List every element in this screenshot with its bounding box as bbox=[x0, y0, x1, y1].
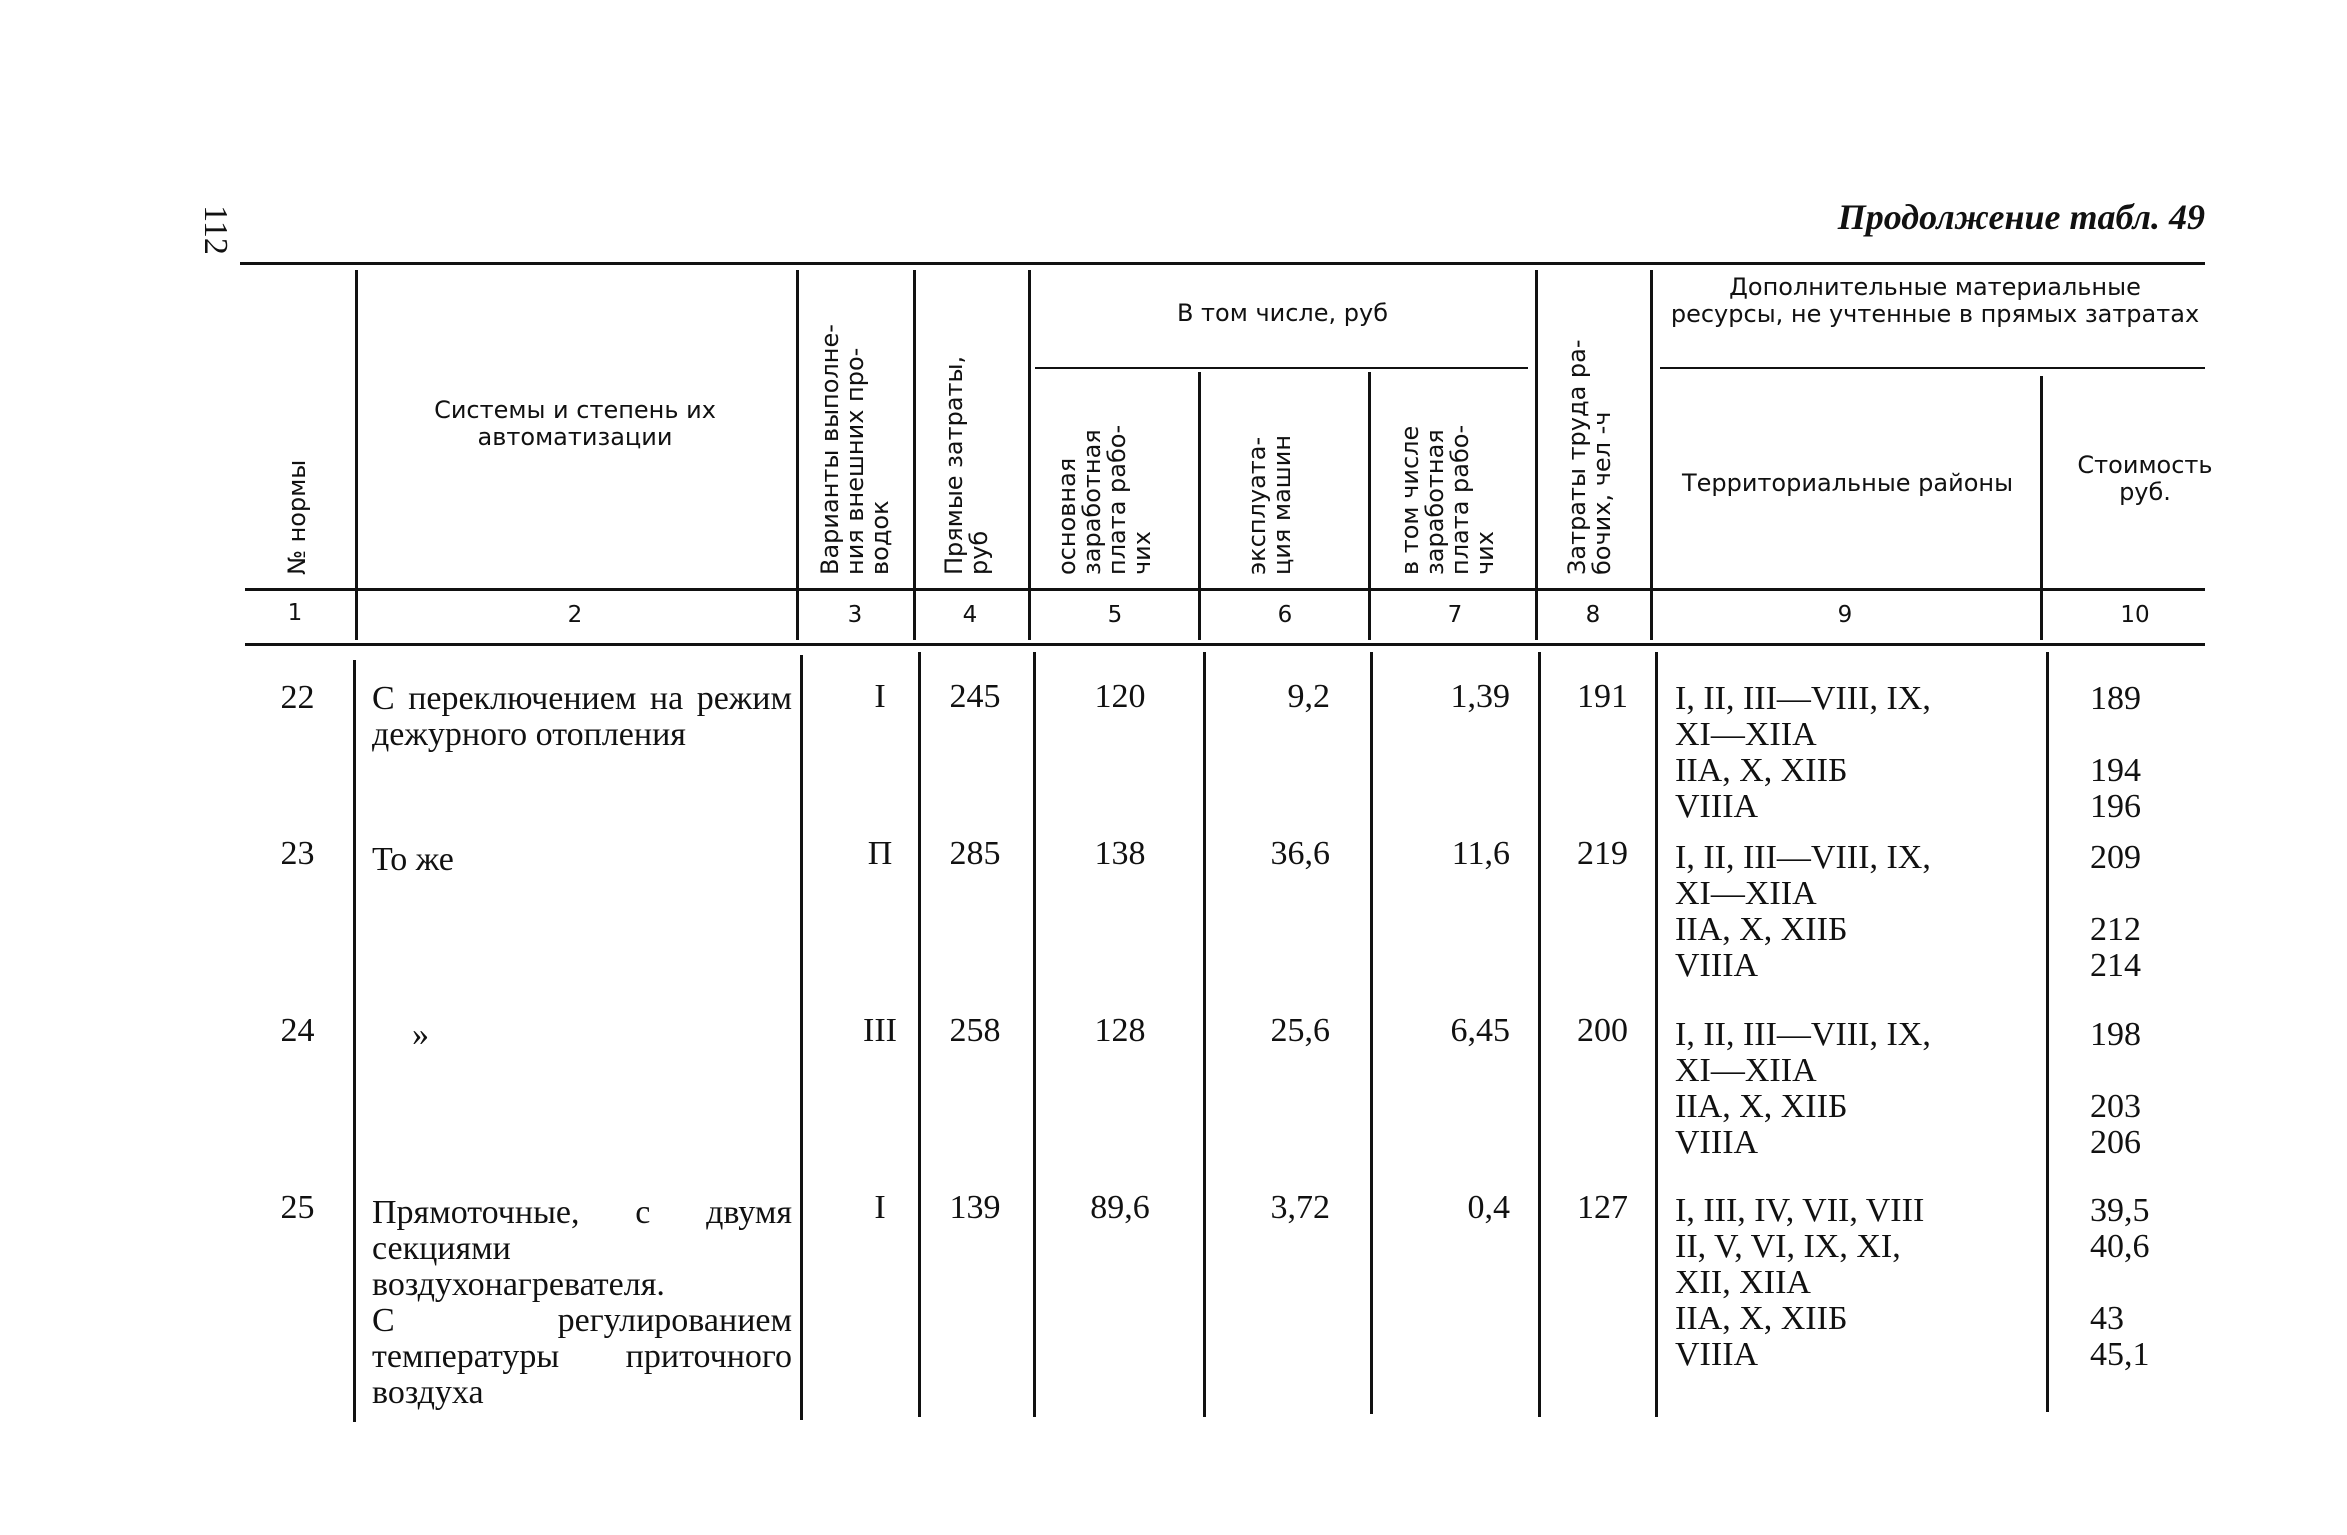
column-number: 10 bbox=[2120, 602, 2150, 628]
labor-cost: 191 bbox=[1577, 678, 1628, 715]
cost-values: 198 203 206 bbox=[2090, 1016, 2141, 1161]
machine-operation: 36,6 bbox=[1270, 835, 1330, 872]
header-group-additional: Дополнительные материальные ресурсы, не учтенные в прямых затратах bbox=[1670, 273, 2200, 328]
header-regions: Территориальные районы bbox=[1681, 469, 2014, 497]
header-col-divider bbox=[913, 270, 916, 640]
header-cost: Стоимость руб. bbox=[2077, 451, 2213, 506]
column-number: 1 bbox=[287, 600, 303, 626]
base-wage: 128 bbox=[1094, 1012, 1146, 1049]
machine-operation: 25,6 bbox=[1270, 1012, 1330, 1049]
body-col-divider bbox=[1370, 652, 1373, 1414]
group-rule-56 bbox=[1035, 367, 1528, 369]
column-number: 7 bbox=[1447, 602, 1463, 628]
body-col-divider bbox=[918, 652, 921, 1417]
header-machine-operation: эксплуата- ция машин bbox=[1243, 434, 1296, 575]
norm-number: 23 bbox=[280, 835, 315, 872]
header-systems: Системы и степень их автоматизации bbox=[434, 396, 716, 451]
header-group-including: В том числе, руб bbox=[1176, 299, 1389, 327]
colnum-bottom-rule bbox=[245, 643, 2205, 646]
body-col-divider bbox=[1655, 652, 1658, 1417]
header-base-wage: основная заработная плата рабо- чих bbox=[1053, 424, 1156, 575]
territorial-regions: I, III, IV, VII, VIII II, V, VI, IX, XI, XII, XIIA IIA, X, XIIБ VIIIA bbox=[1675, 1192, 1925, 1373]
variant: I bbox=[874, 678, 886, 715]
labor-cost: 127 bbox=[1577, 1189, 1628, 1226]
body-col-divider bbox=[800, 655, 803, 1420]
column-number: 2 bbox=[567, 602, 583, 628]
group-rule-910 bbox=[1660, 367, 2205, 369]
system-description-extra: С регулированием температуры приточного воздуха bbox=[372, 1302, 792, 1411]
system-description: С переключением на режим дежурного отопления bbox=[372, 680, 792, 753]
header-bottom-rule bbox=[245, 588, 2205, 591]
body-col-divider bbox=[1033, 652, 1036, 1417]
variant: I bbox=[874, 1189, 886, 1226]
column-number: 4 bbox=[962, 602, 978, 628]
column-number: 3 bbox=[847, 602, 863, 628]
header-col-divider bbox=[1650, 270, 1653, 640]
direct-cost: 258 bbox=[949, 1012, 1001, 1049]
cost-values: 39,5 40,6 43 45,1 bbox=[2090, 1192, 2150, 1373]
header-variants: Варианты выполне- ния внешних про- водок bbox=[816, 324, 894, 575]
territorial-regions: I, II, III—VIII, IX, XI—XIIA IIA, X, XIIБ VIIIA bbox=[1675, 839, 1931, 984]
page-number: 112 bbox=[197, 205, 234, 255]
machine-wage: 6,45 bbox=[1450, 1012, 1510, 1049]
body-col-divider bbox=[353, 660, 356, 1422]
cost-values: 189 194 196 bbox=[2090, 680, 2141, 825]
header-col-divider bbox=[1535, 270, 1538, 640]
norm-number: 24 bbox=[280, 1012, 315, 1049]
header-machine-wage: в том числе заработная плата рабо- чих bbox=[1396, 424, 1499, 575]
machine-operation: 9,2 bbox=[1287, 678, 1330, 715]
header-col-divider bbox=[355, 270, 358, 640]
cost-values: 209 212 214 bbox=[2090, 839, 2141, 984]
machine-wage: 11,6 bbox=[1451, 835, 1510, 872]
variant: П bbox=[867, 835, 893, 872]
column-number: 9 bbox=[1837, 602, 1853, 628]
direct-cost: 285 bbox=[949, 835, 1001, 872]
table-caption: Продолжение табл. 49 bbox=[1837, 197, 2205, 237]
body-col-divider bbox=[2046, 652, 2049, 1412]
header-col-divider bbox=[1198, 372, 1201, 640]
variant: III bbox=[863, 1012, 897, 1049]
norm-number: 22 bbox=[280, 679, 315, 716]
machine-operation: 3,72 bbox=[1270, 1189, 1330, 1226]
system-description: » bbox=[412, 1016, 429, 1053]
machine-wage: 0,4 bbox=[1467, 1189, 1510, 1226]
labor-cost: 219 bbox=[1577, 835, 1628, 872]
base-wage: 89,6 bbox=[1090, 1189, 1150, 1226]
territorial-regions: I, II, III—VIII, IX, XI—XIIA IIA, X, XIIБ VIIIA bbox=[1675, 680, 1931, 825]
header-direct-costs: Прямые затраты, руб bbox=[940, 355, 993, 575]
machine-wage: 1,39 bbox=[1450, 678, 1510, 715]
header-col-divider bbox=[796, 270, 799, 640]
header-norm-number: № нормы bbox=[283, 459, 311, 575]
column-number: 8 bbox=[1585, 602, 1601, 628]
column-number: 6 bbox=[1277, 602, 1293, 628]
header-col-divider bbox=[2040, 376, 2043, 640]
direct-cost: 139 bbox=[949, 1189, 1001, 1226]
labor-cost: 200 bbox=[1577, 1012, 1628, 1049]
base-wage: 138 bbox=[1094, 835, 1146, 872]
header-labor-costs: Затраты труда ра- бочих, чел -ч bbox=[1563, 339, 1616, 575]
header-col-divider bbox=[1028, 270, 1031, 640]
direct-cost: 245 bbox=[949, 678, 1001, 715]
body-col-divider bbox=[1203, 652, 1206, 1417]
system-description: Прямоточные, с двумя секциями воздухонагревателя. bbox=[372, 1194, 792, 1303]
body-col-divider bbox=[1538, 652, 1541, 1417]
header-col-divider bbox=[1368, 372, 1371, 640]
territorial-regions: I, II, III—VIII, IX, XI—XIIA IIA, X, XIIБ VIIIA bbox=[1675, 1016, 1931, 1161]
norm-number: 25 bbox=[280, 1189, 315, 1226]
table-top-rule bbox=[240, 262, 2205, 265]
column-number: 5 bbox=[1107, 602, 1123, 628]
system-description: То же bbox=[372, 841, 454, 878]
base-wage: 120 bbox=[1094, 678, 1146, 715]
